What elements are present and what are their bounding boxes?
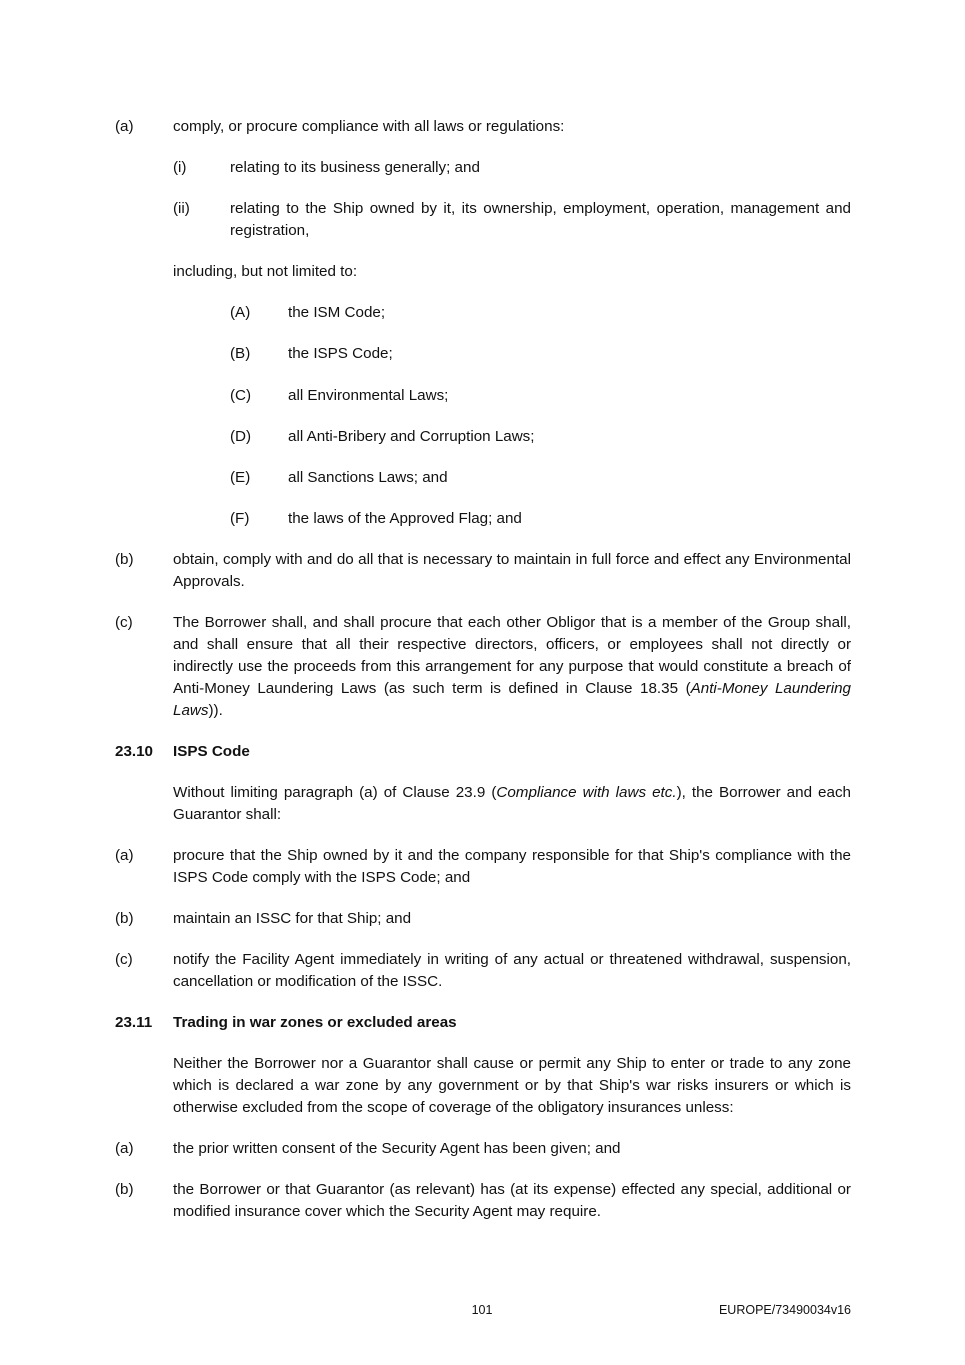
clause-heading: Trading in war zones or excluded areas — [173, 1014, 457, 1031]
paragraph-text: including, but not limited to: — [173, 263, 358, 280]
item-label: (a) — [115, 118, 134, 135]
item-label: (C) — [230, 387, 252, 404]
item-text: all Environmental Laws; — [288, 387, 449, 404]
item-label: (E) — [230, 469, 251, 486]
item-label: (B) — [230, 345, 251, 362]
item-text: the laws of the Approved Flag; and — [288, 510, 522, 527]
clause-heading: ISPS Code — [173, 743, 250, 760]
item-label: (a) — [115, 847, 134, 864]
item-label: (D) — [230, 428, 252, 445]
item-text: The Borrower shall, and shall procure that each other Obligor that is a member of the Group shall, and shall ensure that all their respective directors, officers, or employees shall not directly or indirectly use the proceeds from this arrangement for any purpose that would constitute a breach of Anti-Money Laundering Laws (as such term is defined in Clause 18.35 (Anti-Money Laundering Laws)). — [173, 614, 851, 719]
item-label: (ii) — [173, 200, 190, 217]
document-reference: EUROPE/73490034v16 — [718, 1303, 851, 1317]
clause-number: 23.10 — [115, 743, 154, 760]
item-text: all Sanctions Laws; and — [288, 469, 448, 486]
item-text: procure that the Ship owned by it and the company responsible for that Ship's compliance with the ISPS Code comply with the ISPS Code; and — [173, 847, 851, 886]
page-number: 101 — [471, 1303, 493, 1317]
item-text: the ISPS Code; — [288, 345, 393, 362]
item-label: (c) — [115, 951, 133, 968]
item-label: (b) — [115, 1181, 134, 1198]
item-label: (F) — [230, 510, 250, 527]
item-text: relating to the Ship owned by it, its ownership, employment, operation, management and registration, — [230, 200, 851, 239]
item-label: (b) — [115, 910, 134, 927]
item-label: (A) — [230, 304, 251, 321]
item-text: maintain an ISSC for that Ship; and — [173, 910, 412, 927]
item-text: the prior written consent of the Security Agent has been given; and — [173, 1140, 621, 1157]
clause-intro: Without limiting paragraph (a) of Clause 23.9 (Compliance with laws etc.), the Borrower and each Guarantor shall: — [173, 784, 851, 823]
clause-number: 23.11 — [115, 1014, 153, 1031]
item-text: all Anti-Bribery and Corruption Laws; — [288, 428, 535, 445]
item-label: (a) — [115, 1140, 134, 1157]
item-label: (i) — [173, 159, 187, 176]
item-label: (c) — [115, 614, 133, 631]
item-text: notify the Facility Agent immediately in writing of any actual or threatened withdrawal, suspension, cancellation or modification of the ISSC. — [173, 951, 851, 990]
item-label: (b) — [115, 551, 134, 568]
item-text: the Borrower or that Guarantor (as relevant) has (at its expense) effected any special, additional or modified insurance cover which the Security Agent may require. — [173, 1181, 851, 1220]
item-text: relating to its business generally; and — [230, 159, 480, 176]
item-text: obtain, comply with and do all that is necessary to maintain in full force and effect any Environmental Approvals. — [173, 551, 851, 590]
item-text: the ISM Code; — [288, 304, 386, 321]
clause-intro: Neither the Borrower nor a Guarantor shall cause or permit any Ship to enter or trade to any zone which is declared a war zone by any government or by that Ship's war risks insurers or which is otherwise excluded from the scope of coverage of the obligatory insurances unless: — [173, 1055, 851, 1116]
item-text: comply, or procure compliance with all laws or regulations: — [173, 118, 565, 135]
